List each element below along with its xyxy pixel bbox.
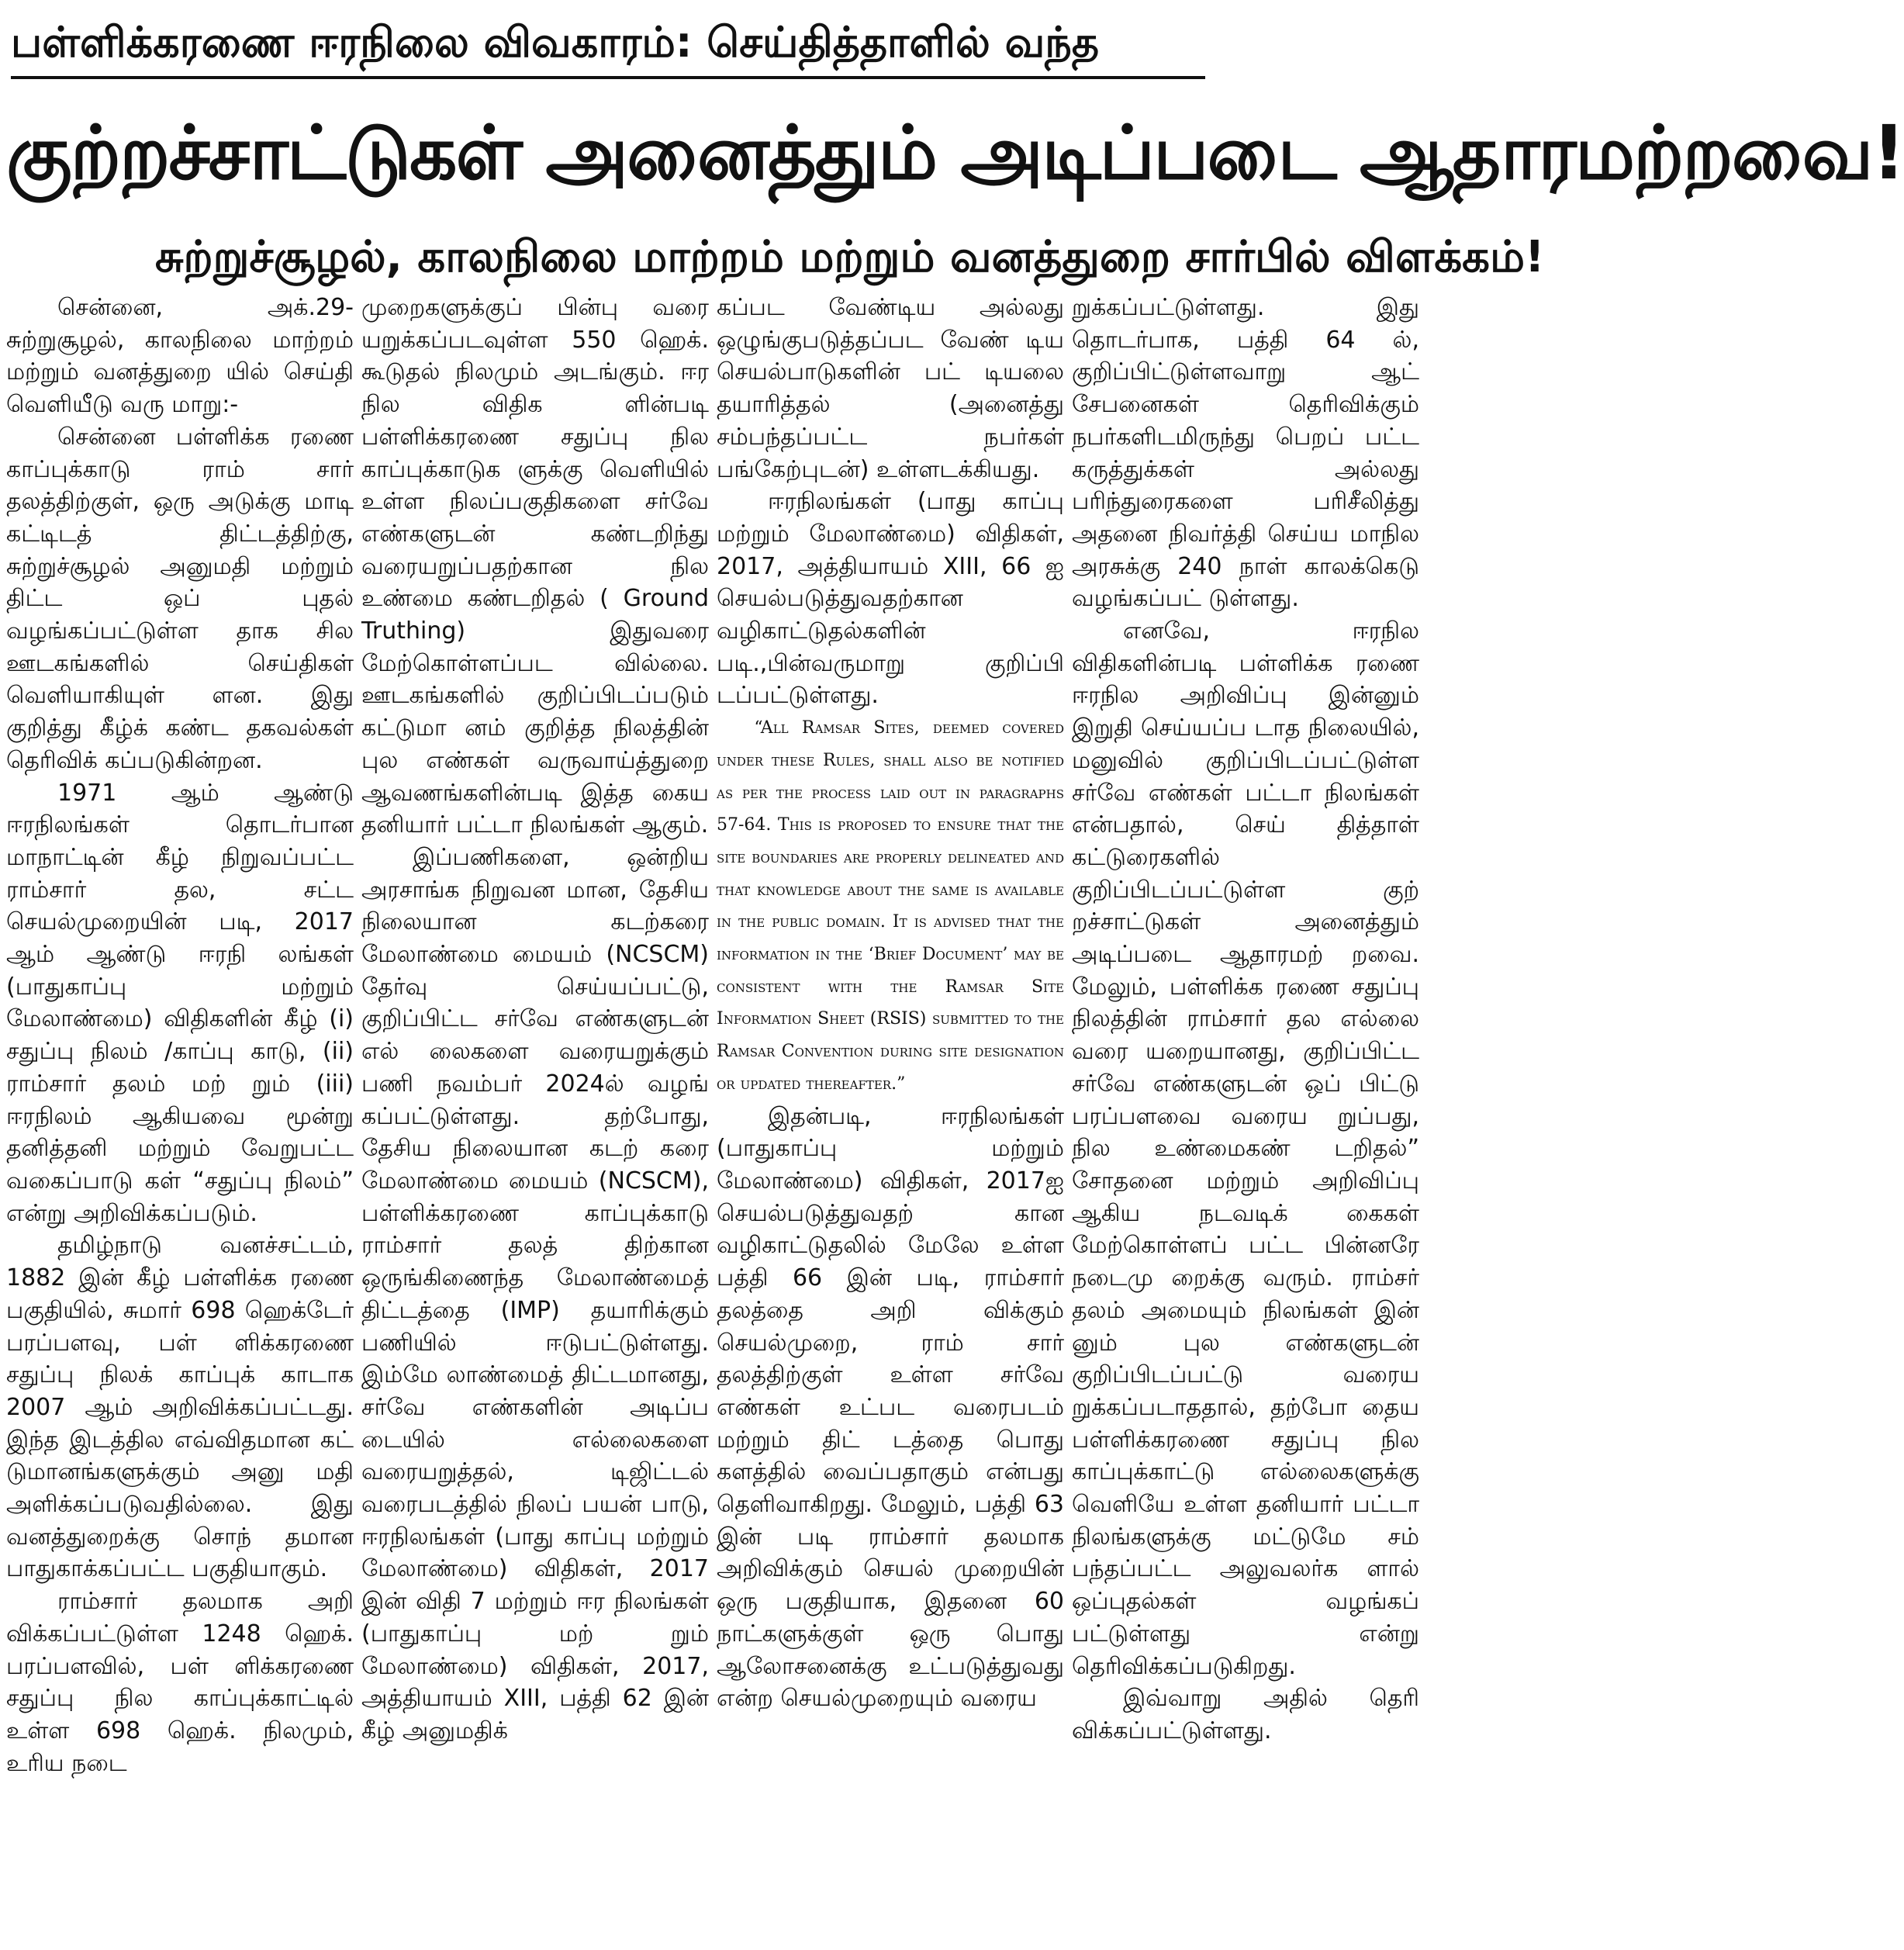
paragraph: கப்பட வேண்டிய அல்லது ஒழுங்குபடுத்தப்பட வேண் டிய செயல்பாடுகளின் பட் டியலை தயாரித்தல் (அனைத்து சம்பந்தப்பட்ட நபர்கள் பங்கேற்புடன்) உள்ளடக்கியது. — [717, 294, 1064, 483]
paragraph: சென்னை பள்ளிக்க ரணை காப்புக்காடு ராம் சார் தலத்திற்குள், ஒரு அடுக்கு மாடி கட்டிடத் திட்டத்திற்கு, சுற்றுச்சூழல் அனுமதி மற்றும் திட்ட ஒப் புதல் வழங்கப்பட்டுள்ள தாக சில ஊடகங்களில் செய்திகள் வெளியாகியுள் ளன. இது குறித்து கீழ்க் கண்ட தகவல்கள் தெரிவிக் கப்படுகின்றன. — [6, 423, 354, 774]
paragraph: சென்னை, அக்.29- சுற்றுசூழல், காலநிலை மாற்றம் மற்றும் வனத்துறை யில் செய்தி வெளியீடு வரு மாறு:- — [6, 294, 354, 419]
sub-headline: சுற்றுச்சூழல், காலநிலை மாற்றம் மற்றும் வனத்துறை சார்பில் விளக்கம்! — [155, 232, 1545, 282]
paragraph: இப்பணிகளை, ஒன்றிய அரசாங்க நிறுவன மான, தேசிய நிலையான கடற்கரை மேலாண்மை மையம் (NCSCM) தேர்வு செய்யப்பட்டு, குறிப்பிட்ட சர்வே எண்களுடன் எல் லைகளை வரையறுக்கும் பணி நவம்பர் 2024ல் வழங் கப்பட்டுள்ளது. தற்போது, தேசிய நிலையான கடற் கரை மேலாண்மை மையம் (NCSCM), பள்ளிக்கரணை காப்புக்காடு ராம்சார் தலத் திற்கான ஒருங்கிணைந்த மேலாண்மைத் திட்டத்தை (IMP) தயாரிக்கும் பணியில் ஈடுபட்டுள்ளது. இம்மே லாண்மைத் திட்டமானது, சர்வே எண்களின் அடிப்ப டையில் எல்லைகளை வரையறுத்தல், டிஜிட்டல் வரைபடத்தில் நிலப் பயன் பாடு, ஈரநிலங்கள் (பாது காப்பு மற்றும் மேலாண்மை) விதிகள், 2017 இன் விதி 7 மற்றும் ஈர நிலங்கள் (பாதுகாப்பு மற் றும் மேலாண்மை) விதிகள், 2017, அத்தியாயம் XIII, பத்தி 62 இன் கீழ் அனுமதிக் — [361, 843, 709, 1744]
kicker-underline — [11, 76, 1205, 79]
article-body — [6, 292, 1419, 1944]
paragraph: முறைகளுக்குப் பின்பு வரை யறுக்கப்படவுள்ள 550 ஹெக். கூடுதல் நிலமும் அடங்கும். ஈர நில விதிக ளின்படி பள்ளிக்கரணை சதுப்பு நில காப்புக்காடுக ளுக்கு வெளியில் உள்ள நிலப்பகுதிகளை சர்வே எண்களுடன் கண்டறிந்து வரையறுப்பதற்கான நில உண்மை கண்டறிதல் ( Ground Truthing) இதுவரை மேற்கொள்ளப்பட வில்லை. ஊடகங்களில் குறிப்பிடப்படும் கட்டுமா னம் குறித்த நிலத்தின் புல எண்கள் வருவாய்த்துறை ஆவணங்களின்படி இத்த கைய தனியார் பட்டா நிலங்கள் ஆகும். — [361, 294, 709, 839]
article-column-3 — [717, 292, 1064, 1944]
article-column-4 — [1072, 292, 1419, 1944]
main-headline: குற்றச்சாட்டுகள் அனைத்தும் அடிப்படை ஆதாரமற்றவை! — [6, 109, 1904, 196]
paragraph: தமிழ்நாடு வனச்சட்டம், 1882 இன் கீழ் பள்ளிக்க ரணை பகுதியில், சுமார் 698 ஹெக்டேர் பரப்பளவு, பள் ளிக்கரணை சதுப்பு நிலக் காப்புக் காடாக 2007 ஆம் அறிவிக்கப்பட்டது. இந்த இடத்தில எவ்விதமான கட் டுமானங்களுக்கும் அனு மதி அளிக்கப்படுவதில்லை. இது வனத்துறைக்கு சொந் தமான பாதுகாக்கப்பட்ட பகுதியாகும். — [6, 1232, 354, 1583]
paragraph: ராம்சார் தலமாக அறி விக்கப்பட்டுள்ள 1248 ஹெக். பரப்பளவில், பள் ளிக்கரணை சதுப்பு நில காப்புக்காட்டில் உள்ள 698 ஹெக். நிலமும், உரிய நடை — [6, 1588, 354, 1777]
article-column-2 — [361, 292, 709, 1944]
paragraph: 1971 ஆம் ஆண்டு ஈரநிலங்கள் தொடர்பான மாநாட்டின் கீழ் நிறுவப்பட்ட ராம்சார் தல, சட்ட செயல்முறையின் படி, 2017 ஆம் ஆண்டு ஈரநி லங்கள் (பாதுகாப்பு மற்றும் மேலாண்மை) விதிகளின் கீழ் (i) சதுப்பு நிலம் /காப்பு காடு, (ii) ராம்சார் தலம் மற் றும் (iii) ஈரநிலம் ஆகியவை மூன்று தனித்தனி மற்றும் வேறுபட்ட வகைப்பாடு கள் “சதுப்பு நிலம்” என்று அறிவிக்கப்படும். — [6, 779, 354, 1227]
paragraph: ஈரநிலங்கள் (பாது காப்பு மற்றும் மேலாண்மை) விதிகள், 2017, அத்தியாயம் XIII, 66 ஐ செயல்படுத்துவதற்கான வழிகாட்டுதல்களின் படி.,பின்வருமாறு குறிப்பி டப்பட்டுள்ளது. — [717, 488, 1064, 710]
paragraph: இவ்வாறு அதில் தெரி விக்கப்பட்டுள்ளது. — [1072, 1685, 1419, 1744]
kicker-headline: பள்ளிக்கரணை ஈரநிலை விவகாரம்: செய்தித்தாளில் வந்த — [11, 18, 1100, 67]
paragraph: றுக்கப்பட்டுள்ளது. இது தொடர்பாக, பத்தி 64 ல், குறிப்பிட்டுள்ளவாறு ஆட் சேபனைகள் தெரிவிக்கும் நபர்களிடமிருந்து பெறப் பட்ட கருத்துக்கள் அல்லது பரிந்துரைகளை பரிசீலித்து அதனை நிவர்த்தி செய்ய மாநில அரசுக்கு 240 நாள் காலக்கெடு வழங்கப்பட் டுள்ளது. — [1072, 294, 1419, 613]
paragraph: எனவே, ஈரநில விதிகளின்படி பள்ளிக்க ரணை ஈரநில அறிவிப்பு இன்னும் இறுதி செய்யப்ப டாத நிலையில், மனுவில் குறிப்பிடப்பட்டுள்ள சர்வே எண்கள் பட்டா நிலங்கள் என்பதால், செய் தித்தாள் கட்டுரைகளில் குறிப்பிடப்பட்டுள்ள குற் றச்சாட்டுகள் அனைத்தும் அடிப்படை ஆதாரமற் றவை. மேலும், பள்ளிக்க ரணை சதுப்பு நிலத்தின் ராம்சார் தல எல்லை வரை யறையானது, குறிப்பிட்ட சர்வே எண்களுடன் ஒப் பிட்டு பரப்பளவை வரைய றுப்பது, நில உண்மைகண் டறிதல்” சோதனை மற்றும் அறிவிப்பு ஆகிய நடவடிக் கைகள் மேற்கொள்ளப் பட்ட பின்னரே நடைமு றைக்கு வரும். ராம்சர் தலம் அமையும் நிலங்கள் இன் னும் புல எண்களுடன் குறிப்பிடப்பட்டு வரைய றுக்கப்படாததால், தற்போ தைய பள்ளிக்கரணை சதுப்பு நில காப்புக்காட்டு எல்லைகளுக்கு வெளியே உள்ள தனியார் பட்டா நிலங்களுக்கு மட்டுமே சம் பந்தப்பட்ட அலுவலர்க ளால் ஒப்புதல்கள் வழங்கப் பட்டுள்ளது என்று தெரிவிக்கப்படுகிறது. — [1072, 617, 1419, 1680]
english-quote: “All Ramsar Sites, deemed covered under these Rules, shall also be notified as per the process laid out in paragraphs 57-64. This is proposed to ensure that the site boundaries are properly delineated and that knowledge about the same is available in the public domain. It is advised that the information in the ‘Brief Document’ may be consistent with the Ramsar Site Information Sheet (RSIS) submitted to the Ramsar Convention during site designation or updated thereafter.” — [717, 718, 1064, 1094]
paragraph: இதன்படி, ஈரநிலங்கள் (பாதுகாப்பு மற்றும் மேலாண்மை) விதிகள், 2017ஐ செயல்படுத்துவதற் கான வழிகாட்டுதலில் மேலே உள்ள பத்தி 66 இன் படி, ராம்சார் தலத்தை அறி விக்கும் செயல்முறை, ராம் சார் தலத்திற்குள் உள்ள சர்வே எண்கள் உட்பட வரைபடம் மற்றும் திட் டத்தை பொது களத்தில் வைப்பதாகும் என்பது தெளிவாகிறது. மேலும், பத்தி 63 இன் படி ராம்சார் தலமாக அறிவிக்கும் செயல் முறையின் ஒரு பகுதியாக, இதனை 60 நாட்களுக்குள் ஒரு பொது ஆலோசனைக்கு உட்படுத்துவது என்ற செயல்முறையும் வரைய — [717, 1102, 1064, 1713]
article-column-1 — [6, 292, 354, 1944]
